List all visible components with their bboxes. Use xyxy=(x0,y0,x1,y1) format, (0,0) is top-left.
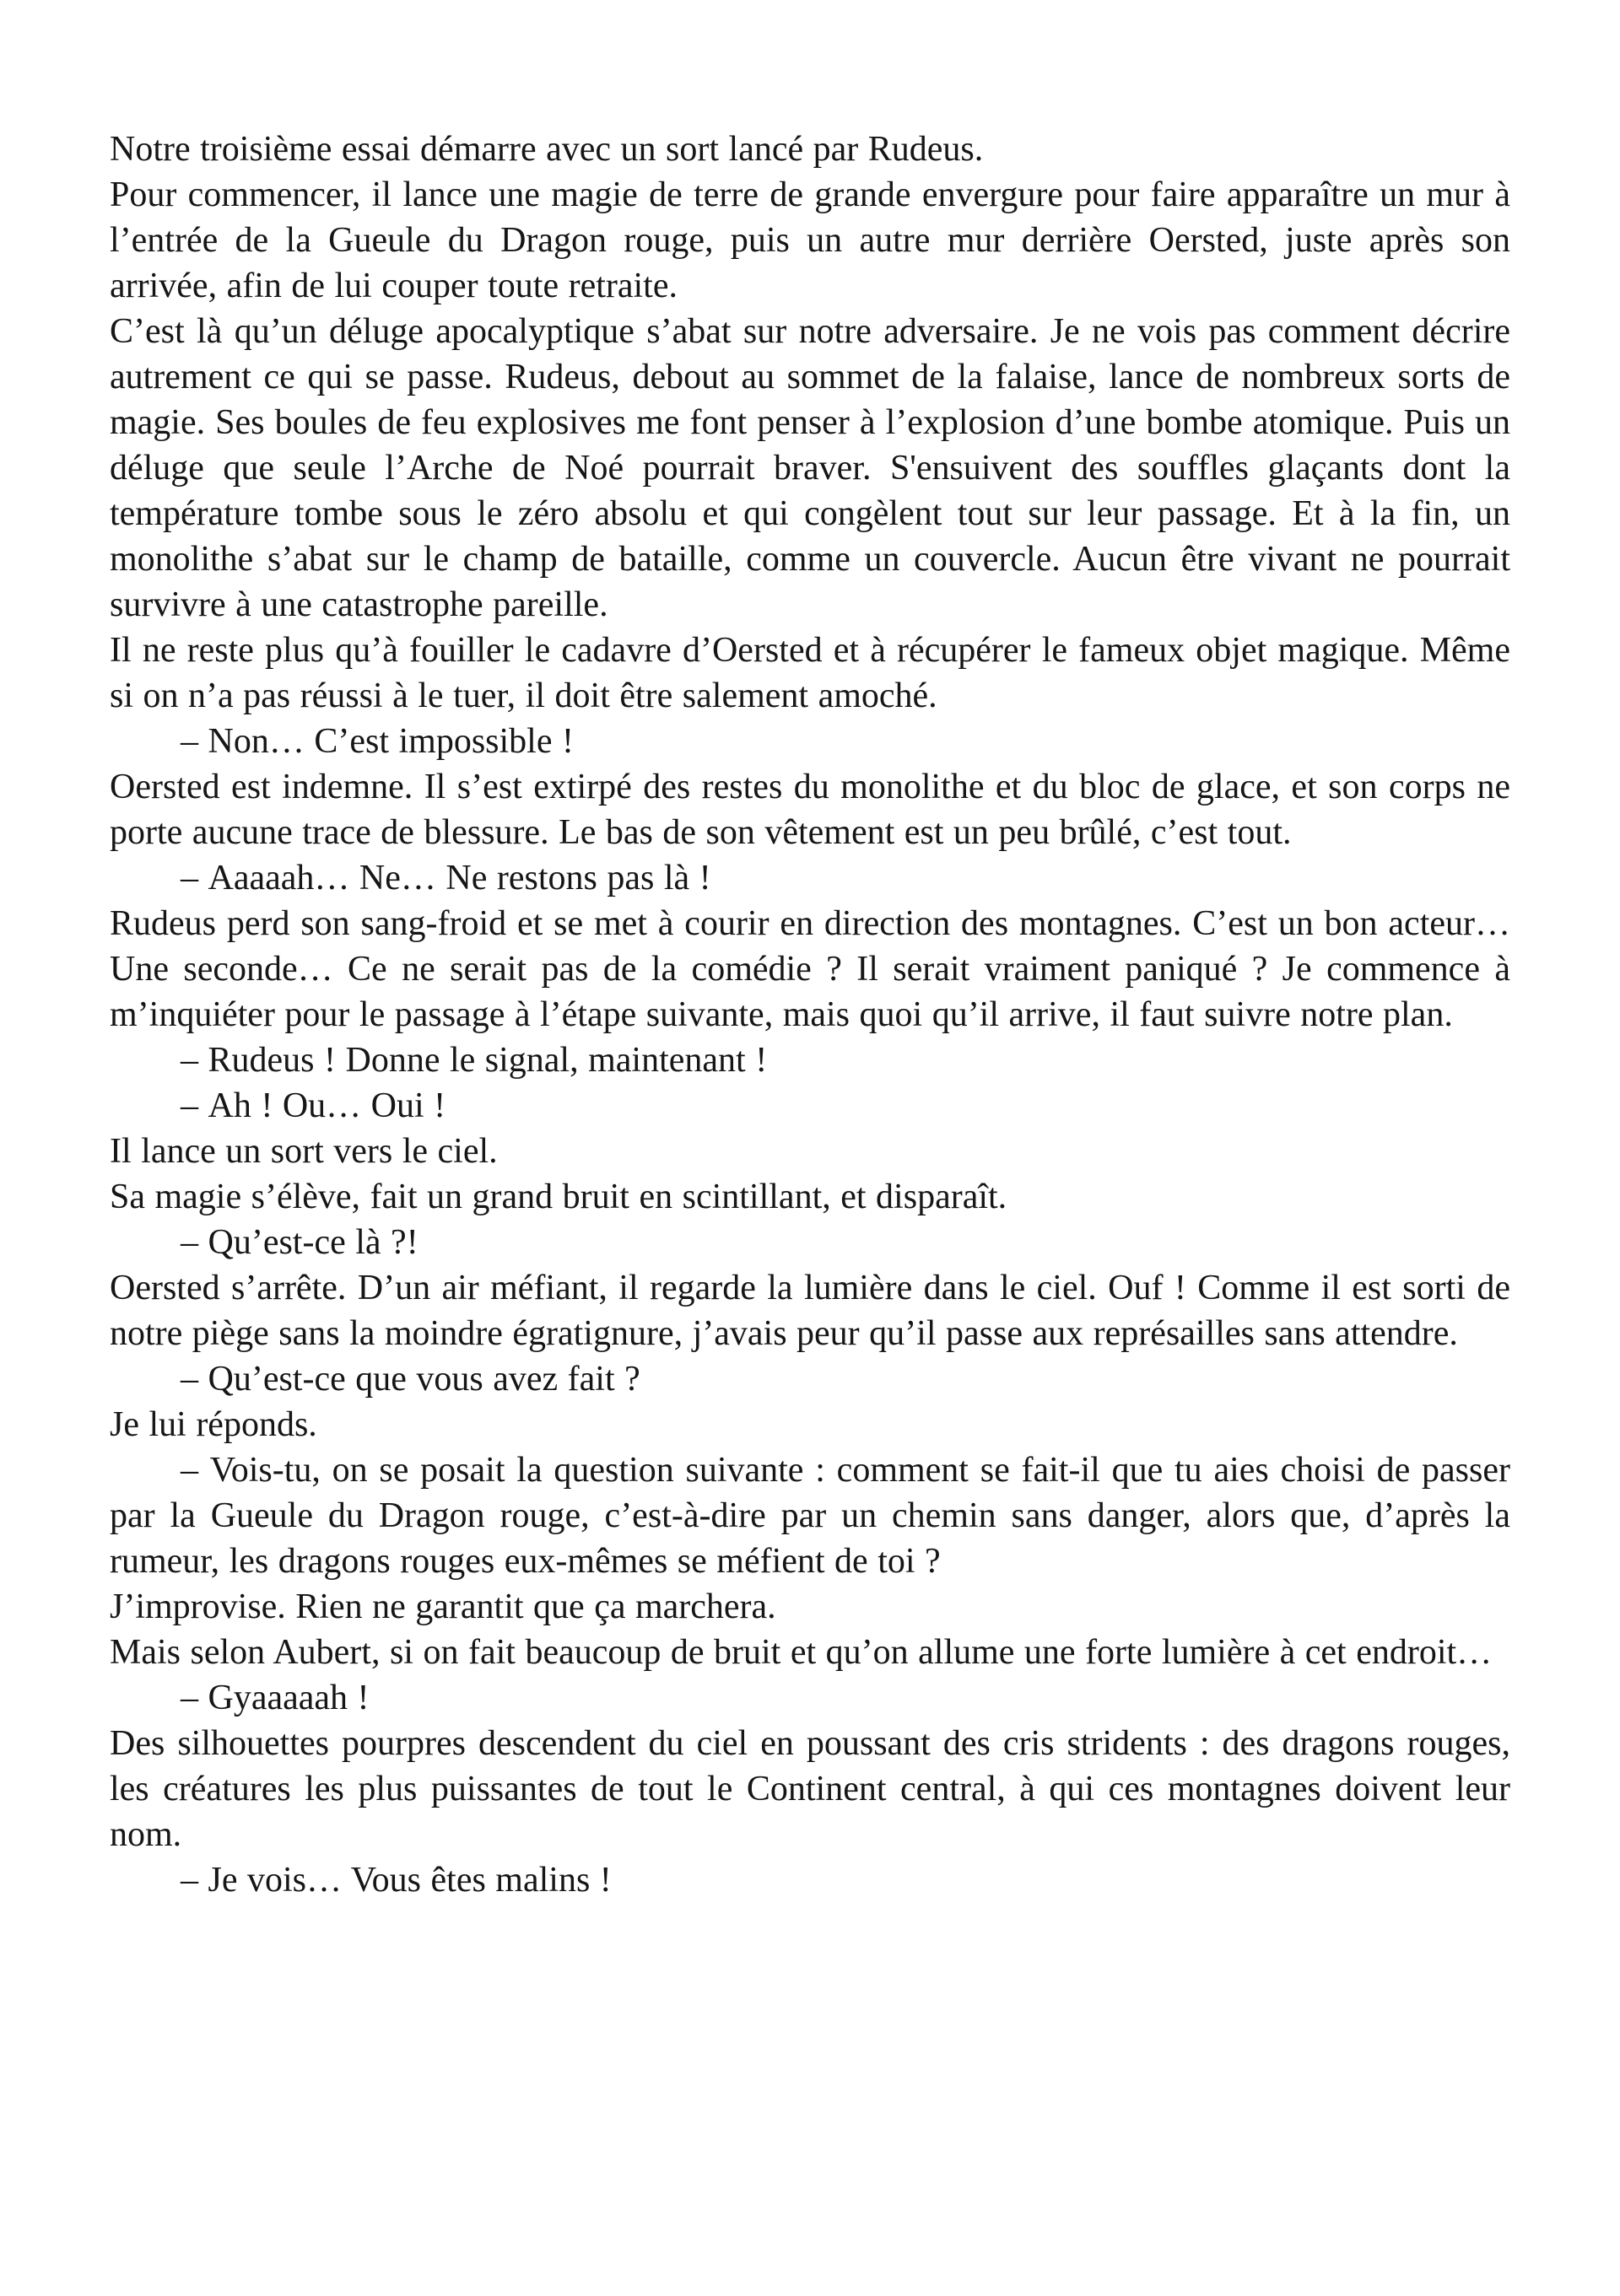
dialogue-line: – Ah ! Ou… Oui ! xyxy=(181,1086,446,1125)
dialogue-line: – Rudeus ! Donne le signal, maintenant ! xyxy=(181,1041,768,1080)
narration-paragraph: Mais selon Aubert, si on fait beaucoup de bruit et qu’on allume une forte lumière à cet endroit… xyxy=(110,1633,1493,1672)
dialogue-line: – Non… C’est impossible ! xyxy=(181,722,574,761)
dialogue-line: – Aaaaah… Ne… Ne restons pas là ! xyxy=(181,859,711,897)
narration-paragraph: Sa magie s’élève, fait un grand bruit en scintillant, et disparaît. xyxy=(110,1178,1007,1216)
narration-paragraph: Pour commencer, il lance une magie de terre de grande envergure pour faire apparaître un mur à l’entrée de la Gueule du Dragon rouge, puis un autre mur derrière Oersted, juste après son arrivée, afin de lui couper toute retraite. xyxy=(110,175,1510,305)
narration-paragraph: Des silhouettes pourpres descendent du ciel en poussant des cris stridents : des dragons rouges, les créatures les plus puissantes de tout le Continent central, à qui ces montagnes doivent leur nom. xyxy=(110,1724,1510,1854)
dialogue-line: – Vois-tu, on se posait la question suivante : comment se fait-il que tu aies choisi de passer par la Gueule du Dragon rouge, c’est-à-dire par un chemin sans danger, alors que, d’après la rumeur, les dragons rouges eux-mêmes se méfient de toi ? xyxy=(110,1451,1510,1581)
dialogue-line: – Je vois… Vous êtes malins ! xyxy=(181,1861,612,1900)
dialogue-line: – Qu’est-ce que vous avez fait ? xyxy=(181,1360,640,1399)
dialogue-line: – Gyaaaaah ! xyxy=(181,1679,370,1717)
page-content xyxy=(110,127,1510,1903)
narration-paragraph: Je lui réponds. xyxy=(110,1405,317,1444)
dialogue-line: – Qu’est-ce là ?! xyxy=(181,1223,418,1262)
narration-paragraph: Il ne reste plus qu’à fouiller le cadavre d’Oersted et à récupérer le fameux objet magique. Même si on n’a pas réussi à le tuer, il doit être salement amoché. xyxy=(110,631,1510,715)
narration-paragraph: Oersted s’arrête. D’un air méfiant, il regarde la lumière dans le ciel. Ouf ! Comme il est sorti de notre piège sans la moindre égratignure, j’avais peur qu’il passe aux représailles sans attendre. xyxy=(110,1269,1510,1353)
narration-paragraph: Notre troisième essai démarre avec un sort lancé par Rudeus. xyxy=(110,130,984,169)
narration-paragraph: C’est là qu’un déluge apocalyptique s’abat sur notre adversaire. Je ne vois pas comment décrire autrement ce qui se passe. Rudeus, debout au sommet de la falaise, lance de nombreux sorts de magie. Ses boules de feu explosives me font penser à l’explosion d’une bombe atomique. Puis un déluge que seule l’Arche de Noé pourrait braver. S'ensuivent des souffles glaçants dont la température tombe sous le zéro absolu et qui congèlent tout sur leur passage. Et à la fin, un monolithe s’abat sur le champ de bataille, comme un couvercle. Aucun être vivant ne pourrait survivre à une catastrophe pareille. xyxy=(110,312,1510,624)
narration-paragraph: Oersted est indemne. Il s’est extirpé des restes du monolithe et du bloc de glace, et son corps ne porte aucune trace de blessure. Le bas de son vêtement est un peu brûlé, c’est tout. xyxy=(110,768,1510,852)
narration-paragraph: Rudeus perd son sang-froid et se met à courir en direction des montagnes. C’est un bon acteur… Une seconde… Ce ne serait pas de la comédie ? Il serait vraiment paniqué ? Je commence à m’inquiéter pour le passage à l’étape suivante, mais quoi qu’il arrive, il faut suivre notre plan. xyxy=(110,904,1510,1034)
narration-paragraph: Il lance un sort vers le ciel. xyxy=(110,1132,498,1171)
narration-paragraph: J’improvise. Rien ne garantit que ça marchera. xyxy=(110,1587,776,1626)
